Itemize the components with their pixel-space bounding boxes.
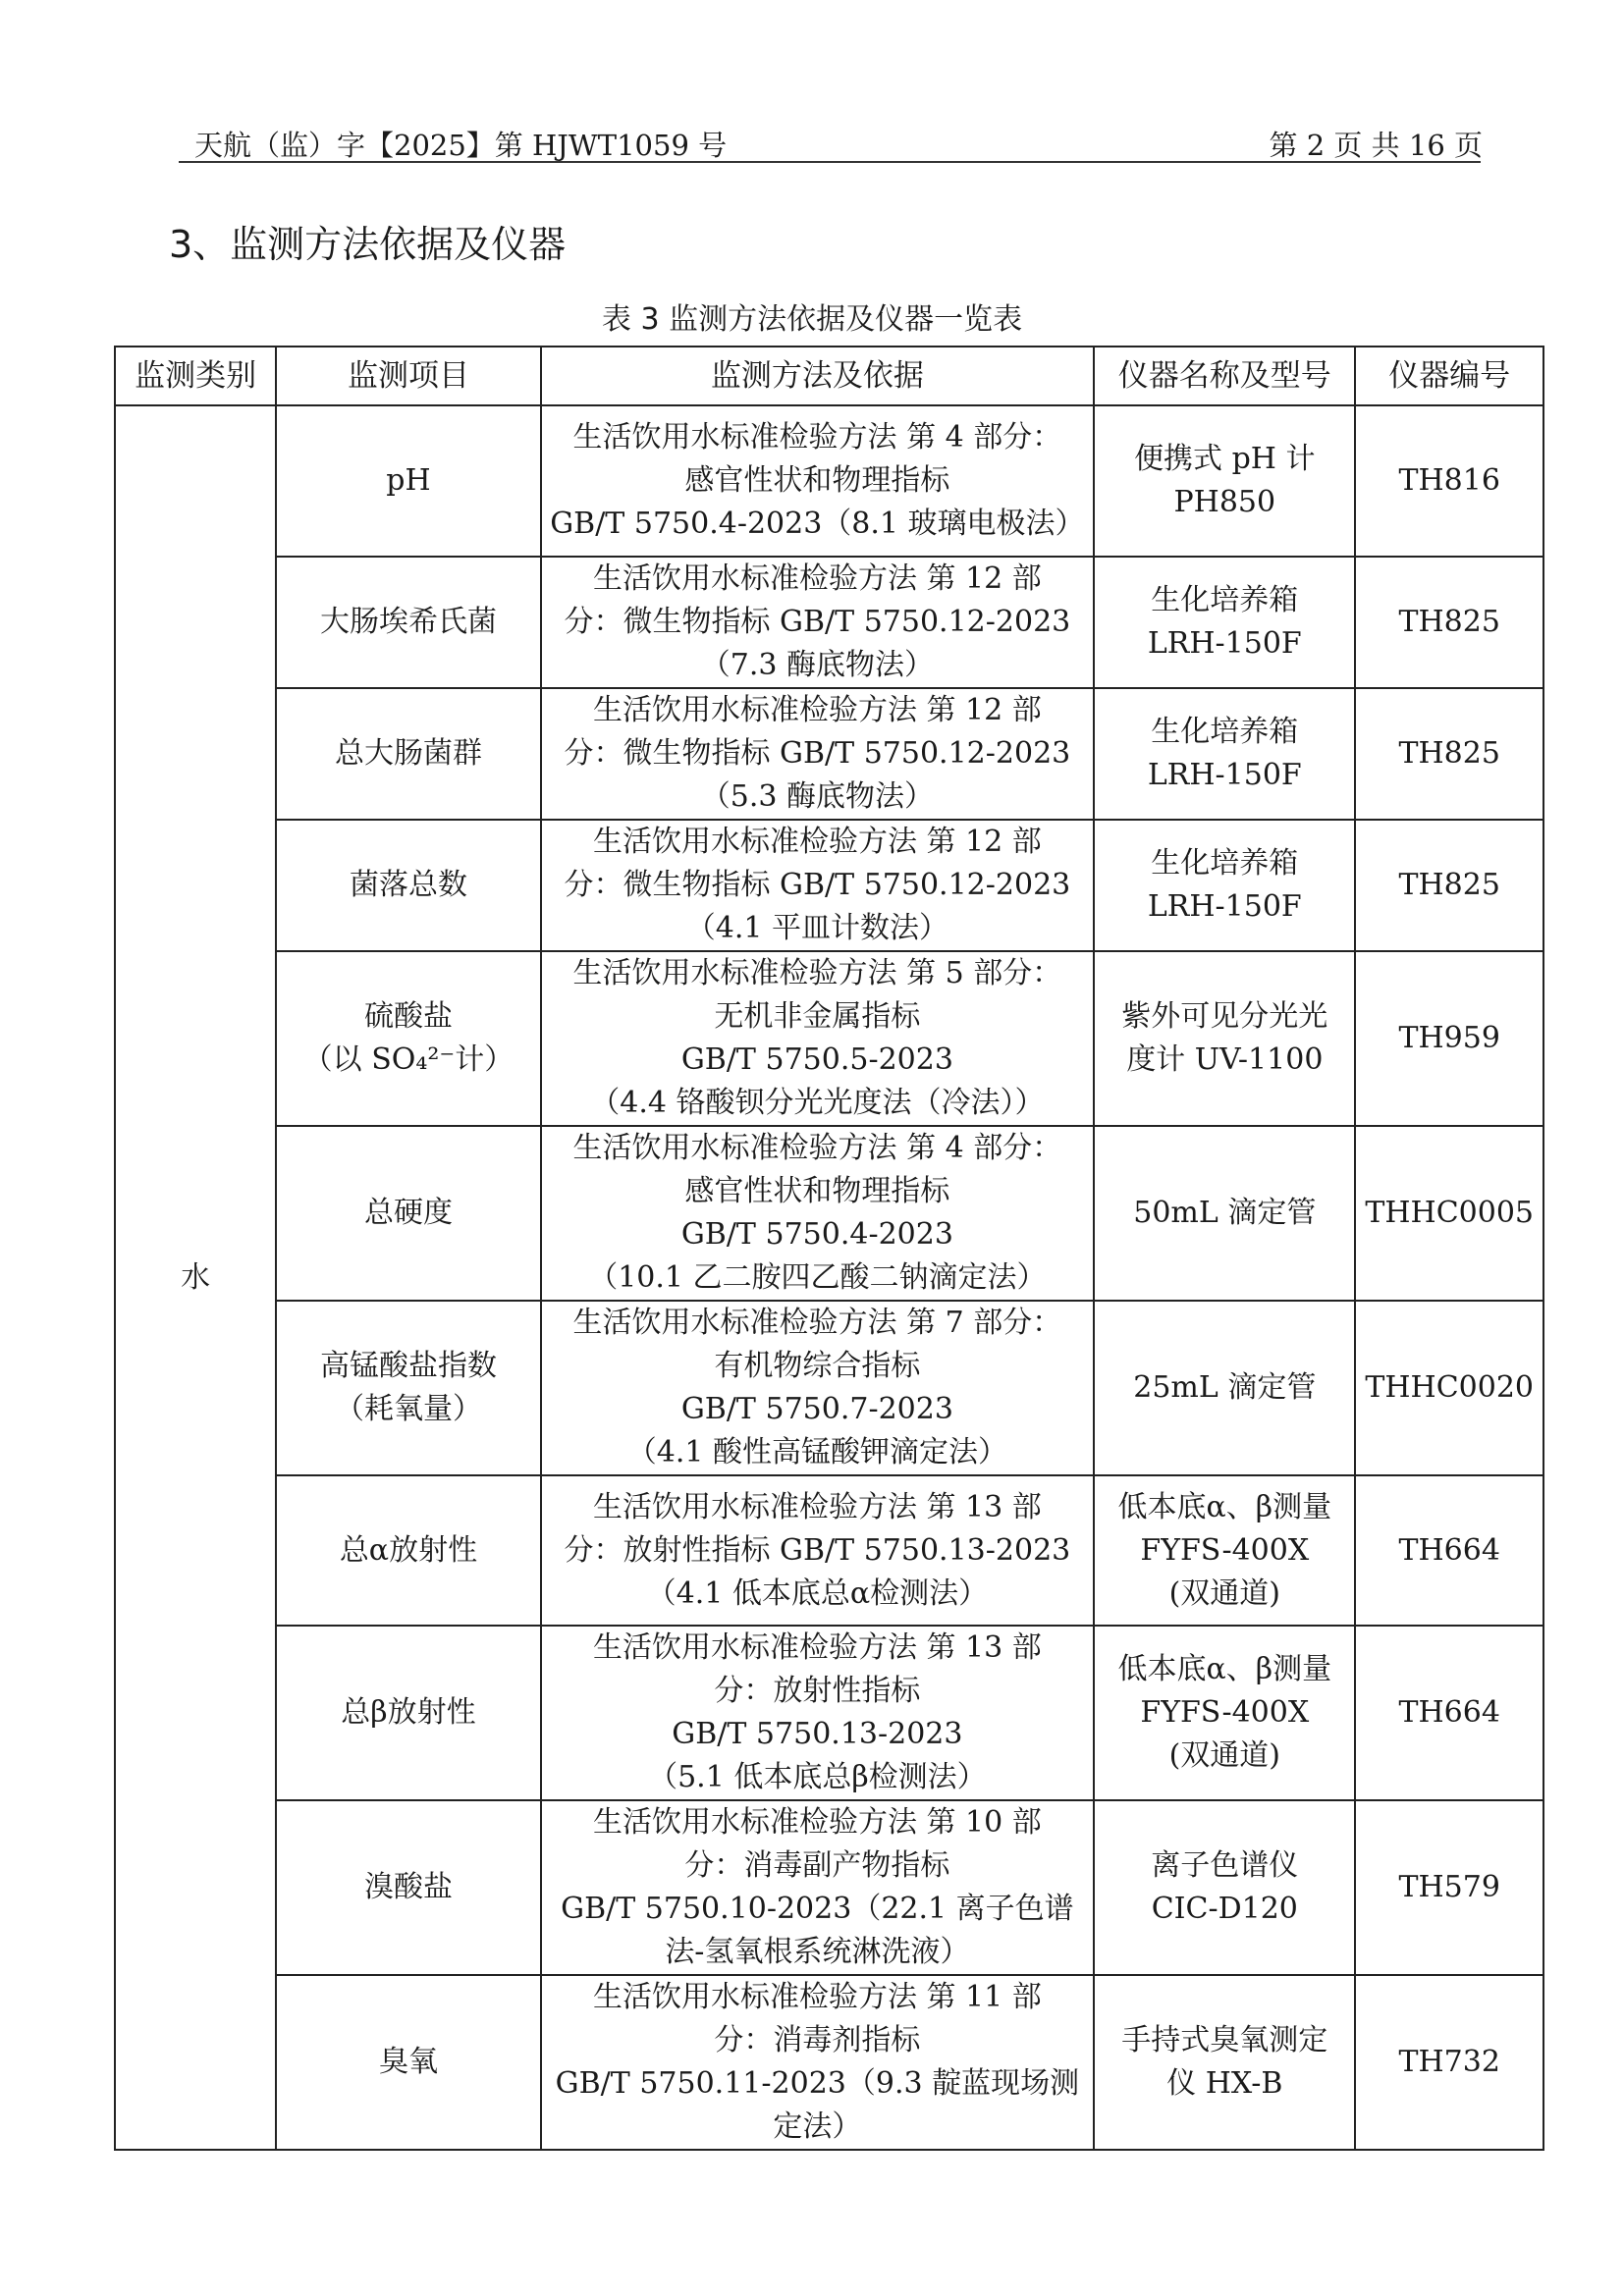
method-cell [541, 951, 1095, 1126]
instrument-cell-line: (双通道) [1168, 1738, 1280, 1773]
method-cell-line: 分：微生物指标 GB/T 5750.12-2023 [564, 868, 1071, 902]
method-cell-line: 生活饮用水标准检验方法 第 10 部 [592, 1805, 1042, 1840]
column-header: 监测方法及依据 [541, 347, 1095, 405]
method-cell-line: 分：消毒剂指标 [714, 2023, 921, 2057]
instrument-cell-line: CIC-D120 [1151, 1892, 1298, 1926]
item-cell [276, 820, 540, 951]
instrument-cell-line: 生化培养箱 [1151, 715, 1299, 749]
item-cell [276, 405, 540, 557]
method-cell-line: GB/T 5750.7-2023 [680, 1392, 953, 1426]
instrument-cell-line: 25mL 滴定管 [1133, 1370, 1317, 1405]
method-cell-line: （4.4 铬酸钡分光光度法（冷法）） [590, 1086, 1045, 1120]
method-cell-line: 分：微生物指标 GB/T 5750.12-2023 [564, 736, 1071, 771]
item-cell [276, 1126, 540, 1301]
instrument-cell-line: 度计 UV-1100 [1126, 1042, 1324, 1077]
instrument-id-cell: TH732 [1355, 1975, 1543, 2150]
item-cell-line: 总α放射性 [339, 1532, 478, 1568]
method-cell-line: （4.1 平皿计数法） [685, 911, 948, 945]
instrument-cell-line: 50mL 滴定管 [1133, 1196, 1317, 1230]
instrument-cell-line: 生化培养箱 [1151, 846, 1299, 881]
instrument-cell-line: PH850 [1173, 485, 1276, 519]
item-cell-line: （耗氧量） [334, 1392, 482, 1426]
header-divider [179, 161, 1481, 163]
method-cell-line: GB/T 5750.13-2023 [672, 1717, 963, 1751]
instrument-cell-line: 手持式臭氧测定 [1121, 2023, 1328, 2057]
instrument-cell-line: LRH-150F [1147, 758, 1302, 792]
item-cell [276, 1475, 540, 1626]
method-cell-line: 分：消毒副产物指标 [684, 1848, 950, 1883]
method-cell-line: 感官性状和物理指标 [684, 1174, 950, 1208]
method-cell-line: GB/T 5750.5-2023 [680, 1042, 953, 1077]
method-cell-line: 生活饮用水标准检验方法 第 12 部 [592, 561, 1042, 596]
instrument-cell [1094, 1626, 1355, 1800]
section-title: 3、监测方法依据及仪器 [169, 223, 567, 266]
instrument-cell-line: FYFS-400X [1140, 1532, 1310, 1568]
method-cell-line: 生活饮用水标准检验方法 第 5 部分： [572, 956, 1062, 990]
instrument-cell [1094, 557, 1355, 688]
instrument-cell [1094, 1301, 1355, 1475]
item-cell [276, 1301, 540, 1475]
column-header: 仪器名称及型号 [1094, 347, 1355, 405]
item-cell-line: 溴酸盐 [363, 1870, 453, 1904]
item-cell [276, 1800, 540, 1975]
instrument-cell-line: 低本底α、β测量 [1117, 1652, 1332, 1686]
table-row [115, 557, 1543, 688]
table-row [115, 1475, 1543, 1626]
page-indicator: 第 2 页 共 16 页 [1269, 129, 1483, 162]
item-cell [276, 557, 540, 688]
method-cell [541, 1626, 1095, 1800]
instrument-id-cell: THHC0005 [1355, 1126, 1543, 1301]
item-cell [276, 1626, 540, 1800]
table-row [115, 405, 1543, 557]
instrument-id-cell: TH825 [1355, 820, 1543, 951]
item-cell-line: pH [386, 463, 431, 498]
method-cell-line: GB/T 5750.10-2023（22.1 离子色谱 [561, 1892, 1074, 1926]
method-cell [541, 1975, 1095, 2150]
instrument-cell-line: LRH-150F [1147, 626, 1302, 661]
table-row [115, 688, 1543, 820]
table-row [115, 951, 1543, 1126]
instrument-id-cell: TH825 [1355, 557, 1543, 688]
item-cell-line: 总硬度 [363, 1196, 453, 1230]
instrument-id-cell: TH825 [1355, 688, 1543, 820]
method-cell-line: 感官性状和物理指标 [684, 463, 950, 498]
instrument-cell-line: 便携式 pH 计 [1134, 442, 1316, 476]
method-cell [541, 557, 1095, 688]
method-cell-line: 无机非金属指标 [714, 999, 921, 1034]
instrument-cell-line: 离子色谱仪 [1151, 1848, 1299, 1883]
method-cell-line: 生活饮用水标准检验方法 第 13 部 [592, 1489, 1042, 1524]
method-cell-line: （5.1 低本底总β检测法） [648, 1760, 987, 1794]
method-cell-line: GB/T 5750.11-2023（9.3 靛蓝现场测 [555, 2066, 1080, 2101]
item-cell [276, 951, 540, 1126]
instrument-cell [1094, 1975, 1355, 2150]
table-row [115, 820, 1543, 951]
instrument-cell [1094, 1475, 1355, 1626]
instrument-cell-line: 紫外可见分光光 [1121, 999, 1328, 1034]
instrument-cell [1094, 688, 1355, 820]
method-cell-line: 生活饮用水标准检验方法 第 12 部 [592, 693, 1042, 727]
instrument-cell [1094, 405, 1355, 557]
table-row [115, 1126, 1543, 1301]
method-cell [541, 1301, 1095, 1475]
table-row [115, 1800, 1543, 1975]
instrument-cell-line: (双通道) [1168, 1575, 1280, 1611]
item-cell [276, 1975, 540, 2150]
method-cell-line: GB/T 5750.4-2023 [680, 1217, 953, 1252]
method-cell-line: 定法） [773, 2109, 862, 2144]
item-cell-line: （以 SO₄²⁻计） [302, 1042, 514, 1077]
method-cell [541, 1475, 1095, 1626]
item-cell-line: 硫酸盐 [363, 999, 453, 1034]
column-header: 仪器编号 [1355, 347, 1543, 405]
method-cell-line: 分：放射性指标 [714, 1674, 921, 1708]
method-cell-line: 分：微生物指标 GB/T 5750.12-2023 [564, 605, 1071, 639]
table-caption: 表 3 监测方法依据及仪器一览表 [601, 302, 1023, 337]
instrument-cell-line: 生化培养箱 [1151, 583, 1299, 617]
method-cell-line: GB/T 5750.4-2023（8.1 玻璃电极法） [550, 507, 1085, 541]
item-cell-line: 大肠埃希氏菌 [319, 605, 497, 639]
method-cell-line: 生活饮用水标准检验方法 第 4 部分： [572, 1131, 1062, 1165]
table-row [115, 1301, 1543, 1475]
item-cell [276, 688, 540, 820]
instrument-id-cell: TH664 [1355, 1626, 1543, 1800]
method-cell-line: 有机物综合指标 [714, 1349, 921, 1383]
page-header [194, 120, 1483, 163]
method-cell-line: 分：放射性指标 GB/T 5750.13-2023 [564, 1532, 1071, 1568]
instrument-cell-line: 仪 HX-B [1166, 2066, 1283, 2101]
item-cell-line: 总大肠菌群 [334, 736, 482, 771]
method-cell-line: 生活饮用水标准检验方法 第 7 部分： [572, 1306, 1062, 1340]
instrument-cell [1094, 1800, 1355, 1975]
method-cell-line: （7.3 酶底物法） [700, 648, 934, 682]
instrument-cell-line: FYFS-400X [1140, 1695, 1310, 1730]
method-cell [541, 820, 1095, 951]
method-cell [541, 688, 1095, 820]
method-cell-line: 法-氢氧根系统淋洗液） [665, 1935, 970, 1969]
item-cell-line: 菌落总数 [349, 868, 467, 902]
column-header: 监测项目 [276, 347, 540, 405]
method-cell-line: 生活饮用水标准检验方法 第 12 部 [592, 825, 1042, 859]
document-number: 天航（监）字【2025】第 HJWT1059 号 [194, 129, 728, 162]
table-row [115, 1626, 1543, 1800]
instrument-id-cell: TH664 [1355, 1475, 1543, 1626]
instrument-id-cell: TH959 [1355, 951, 1543, 1126]
item-cell-line: 臭氧 [378, 2045, 438, 2079]
method-cell-line: 生活饮用水标准检验方法 第 13 部 [592, 1630, 1042, 1665]
item-cell-line: 高锰酸盐指数 [319, 1349, 497, 1383]
instrument-cell [1094, 951, 1355, 1126]
instrument-cell [1094, 820, 1355, 951]
method-cell [541, 405, 1095, 557]
instrument-cell-line: LRH-150F [1147, 889, 1302, 924]
instrument-id-cell: TH816 [1355, 405, 1543, 557]
method-cell-line: （10.1 乙二胺四乙酸二钠滴定法） [588, 1260, 1047, 1295]
instrument-id-cell: THHC0020 [1355, 1301, 1543, 1475]
column-header: 监测类别 [115, 347, 276, 405]
method-cell-line: （4.1 低本底总α检测法） [646, 1575, 989, 1611]
methods-table [114, 346, 1544, 2151]
instrument-cell [1094, 1126, 1355, 1301]
method-cell-line: 生活饮用水标准检验方法 第 4 部分： [572, 420, 1062, 454]
method-cell [541, 1126, 1095, 1301]
instrument-id-cell: TH579 [1355, 1800, 1543, 1975]
item-cell-line: 总β放射性 [341, 1695, 476, 1730]
method-cell-line: （5.3 酶底物法） [700, 779, 934, 814]
method-cell-line: （4.1 酸性高锰酸钾滴定法） [626, 1435, 1007, 1469]
method-cell [541, 1800, 1095, 1975]
method-cell-line: 生活饮用水标准检验方法 第 11 部 [592, 1980, 1042, 2014]
instrument-cell-line: 低本底α、β测量 [1117, 1489, 1332, 1524]
table-header-row [115, 347, 1543, 405]
table-row [115, 1975, 1543, 2150]
category-cell: 水 [115, 405, 276, 2150]
